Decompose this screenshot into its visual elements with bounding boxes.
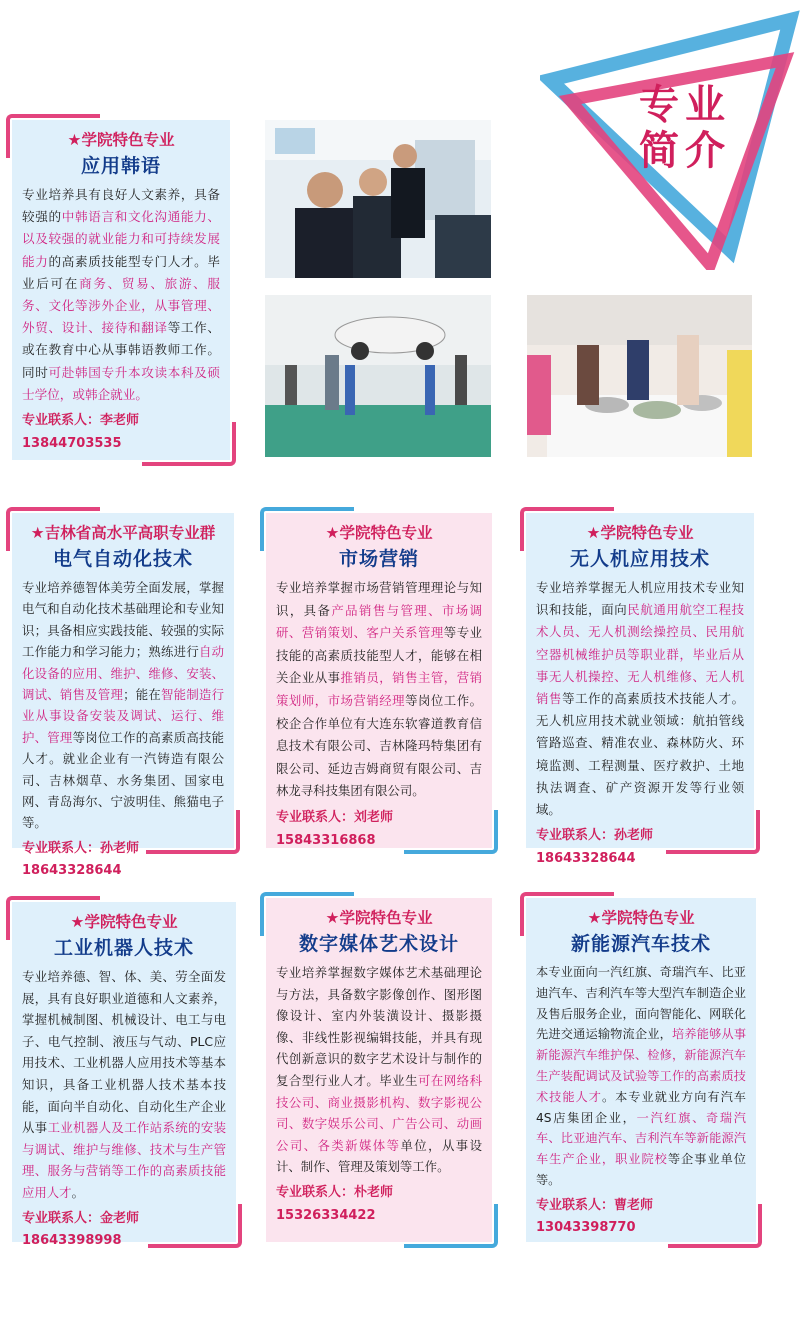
card-electrical-automation	[12, 513, 234, 879]
card-title: 市场营销	[338, 548, 419, 570]
body-text: 等工作、或在教育中心从事韩语教师工作。同时	[22, 320, 221, 380]
highlight-text: 可在网络科技公司、商业摄影机构、数字影视公司、数字娱乐公司、广告公司、动画公司、各类新媒体等	[276, 1072, 483, 1153]
body-text: 。	[71, 1184, 84, 1200]
card-title: 电气自动化技术	[52, 548, 193, 570]
highlight-text: 中韩语言和文化沟通能力、以及较强的就业能力和可持续发展能力	[22, 209, 221, 269]
highlight-text: 推销员，销售主管，营销策划师，市场营销经理	[276, 670, 483, 708]
body-text: 等岗位工作。校企合作单位有大连东软睿道教育信息技术有限公司、吉林隆玛特集团有限公司、延边吉姆商贸有限公司、吉林龙寻科技集团有限公司。	[276, 692, 483, 799]
card-marketing	[266, 513, 492, 848]
card-contact: 专业联系人：李老师13844703535	[22, 413, 140, 451]
body-text: 等企事业单位等。	[536, 1152, 746, 1187]
highlight-text: 智能制造行业从事设备安装及调试、运行、维护、管理	[22, 687, 224, 745]
badge-line-1: 专业	[639, 81, 731, 128]
card-body	[22, 966, 226, 1204]
card-title: 应用韩语	[80, 155, 161, 177]
highlight-text: 商务、贸易、旅游、服务、文化等涉外企业，从事管理、外贸、设计、接待和翻译	[22, 275, 221, 336]
card-title: 数字媒体艺术设计	[298, 933, 459, 955]
body-text: 等工作的高素质技术技能人才。无人机应用技术就业领域：航拍管线管路巡查、精准农业、森林防火、环境监测、工程测量、医疗救护、土地执法调查、矿产资源开发等行业领域。	[536, 691, 745, 818]
photo-cooking-class	[527, 295, 752, 457]
card-digital-media	[266, 898, 492, 1242]
body-text: 等岗位工作的高素质高技能人才。就业企业有一汽铸造有限公司、吉林烟草、水务集团、国家电网、青岛海尔、宁波明佳、熊猫电子等。	[22, 729, 224, 831]
card-tag: ★学院特色专业	[586, 524, 694, 542]
card-tag: ★学院特色专业	[325, 524, 433, 542]
card-new-energy-vehicle	[526, 898, 756, 1242]
section-badge	[540, 0, 800, 270]
card-body	[22, 577, 224, 834]
card-title: 工业机器人技术	[53, 937, 194, 959]
body-text: 专业培养德智体美劳全面发展，掌握电气和自动化技术基础理论和专业知识；具备相应实践技能、较强的实际工作能力和学习能力；熟练进行	[22, 580, 224, 660]
photo-classroom	[265, 120, 491, 278]
body-text: 等专业技能的高素质技能型人才，能够在相关企业从事	[276, 625, 483, 686]
card-tag: ★学院特色专业	[325, 909, 433, 927]
highlight-text: 可赴韩国专升本攻读本科及硕士学位，或韩企就业。	[22, 364, 221, 402]
card-contact: 专业联系人：金老师18643398998	[22, 1210, 140, 1249]
highlight-text: 工业机器人及工作站系统的安装与调试、维护与维修、技术与生产管理、服务与营销等工作的高素质技能应用人才	[22, 1120, 227, 1200]
body-text: 单位，从事设计、制作、管理及策划等工作。	[276, 1137, 483, 1175]
body-text: 专业培养德、智、体、美、劳全面发展，具有良好职业道德和人文素养，掌握机械制图、机械设计、电工与电子、电气控制、液压与气动、PLC应用技术、工业机器人应用技术等基本知识，具备工业机器人技术基本技能，面向半自动化、自动化生产企业从事	[22, 969, 226, 1136]
card-tag: ★学院特色专业	[587, 909, 695, 927]
card-body	[276, 962, 482, 1178]
badge-line-2: 简介	[639, 127, 731, 174]
highlight-text: 一汽红旗、奇瑞汽车、比亚迪汽车、吉利汽车等新能源汽车生产企业，职业院校	[536, 1110, 746, 1167]
photo-auto-workshop	[265, 295, 491, 457]
card-tag: ★学院特色专业	[67, 131, 175, 149]
body-text: 专业培养具有良好人文素养，具备较强的	[22, 187, 220, 225]
card-body	[22, 184, 220, 406]
card-tag: ★吉林省高水平高职专业群	[30, 524, 216, 542]
card-contact: 专业联系人：曹老师13043398770	[536, 1197, 654, 1236]
card-body	[536, 962, 746, 1191]
highlight-text: 民航通用航空工程技术人员、无人机测绘操控员、民用航空器机械维护员等职业群，毕业后从事无人机操控、无人机维修、无人机销售	[536, 602, 745, 707]
card-applied-korean	[12, 120, 230, 460]
body-text: 专业培养掌握市场营销管理理论与知识，具备	[276, 580, 482, 618]
body-text: ；能在	[123, 687, 162, 703]
card-contact: 专业联系人：孙老师 18643328644	[536, 828, 667, 866]
card-industrial-robot	[12, 902, 236, 1249]
body-text: 的高素质技能型专门人才。毕业后可在	[22, 253, 221, 291]
card-body	[276, 577, 482, 803]
body-text: 。本专业就业方向有汽车4S店集团企业，	[536, 1089, 746, 1125]
highlight-text: 产品销售与管理、市场调研、营销策划、客户关系管理	[276, 602, 483, 641]
card-body	[536, 577, 744, 821]
body-text: 本专业面向一汽红旗、奇瑞汽车、比亚迪汽车、吉利汽车等大型汽车制造企业及售后服务企业，面向智能化、网联化先进交通运输物流企业，	[536, 965, 746, 1042]
body-text: 专业培养掌握无人机应用技术专业知识和技能，面向	[536, 580, 744, 618]
card-contact: 专业联系人：朴老师15326334422	[276, 1184, 394, 1223]
body-text: 专业培养掌握数字媒体艺术基础理论与方法，具备数字影像创作、图形图像设计、室内外装潢设计、摄影摄像、非线性影视编辑技能，并具有现代创新意识的数字艺术设计与制作的复合型行业人才。毕业生	[276, 965, 482, 1088]
card-contact: 专业联系人：孙老师 18643328644	[22, 840, 153, 879]
highlight-text: 自动化设备的应用、维护、维修、安装、调试、销售及管理	[22, 644, 224, 703]
card-title: 新能源汽车技术	[570, 933, 711, 955]
card-contact: 专业联系人：刘老师 15843316868	[276, 809, 407, 848]
card-title: 无人机应用技术	[569, 548, 710, 570]
card-drone-technology	[526, 513, 754, 866]
card-tag: ★学院特色专业	[70, 913, 178, 931]
highlight-text: 培养能够从事新能源汽车维护保、检修，新能源汽车生产装配调试及试验等工作的高素质技术技能人才	[536, 1027, 747, 1104]
